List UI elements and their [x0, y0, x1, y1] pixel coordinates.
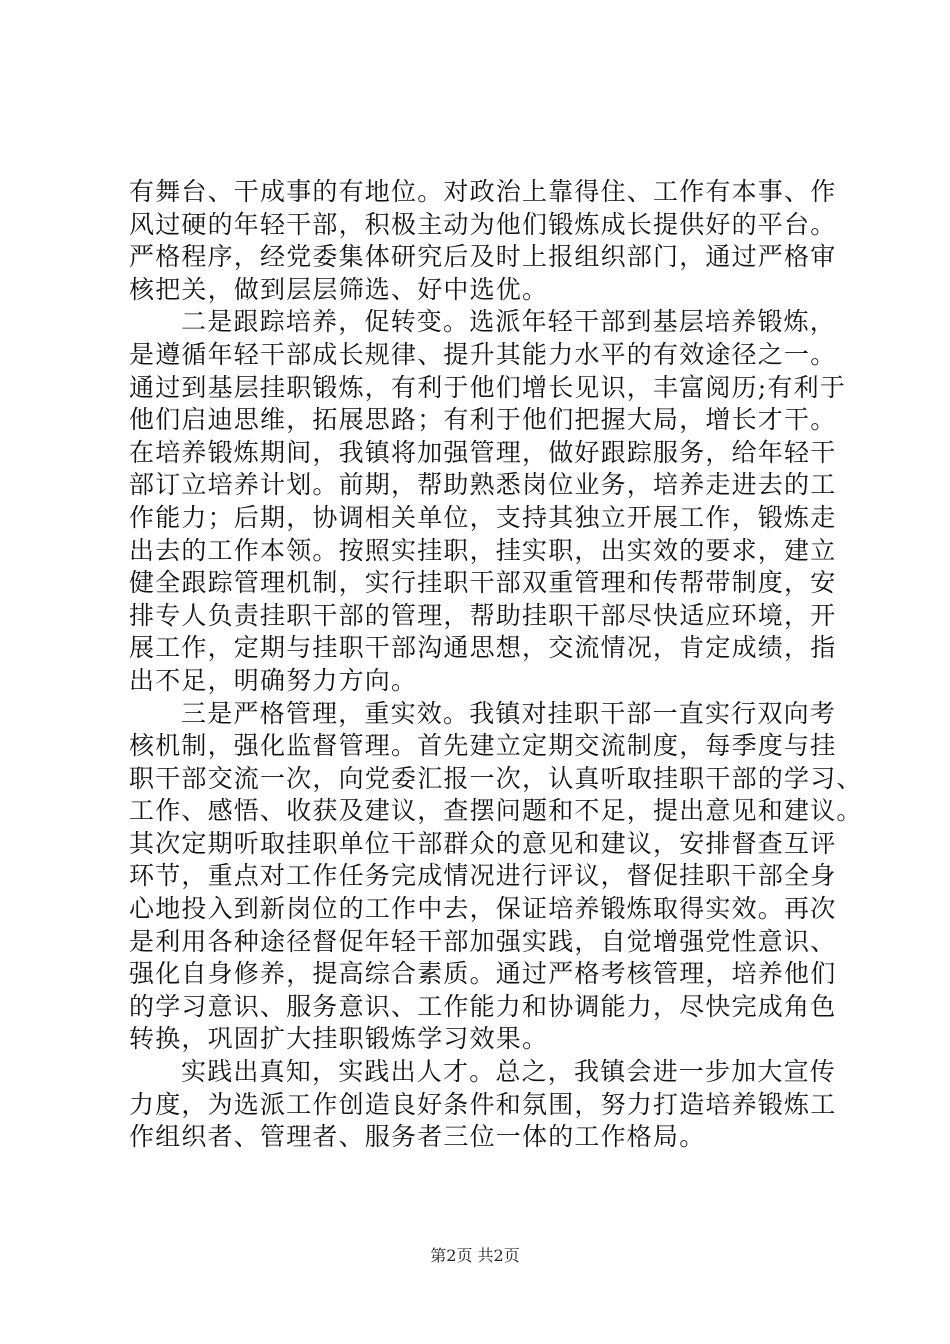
- text-line: 核把关，做到层层筛选、好中选优。: [129, 274, 549, 304]
- text-line: 排专人负责挂职干部的管理，帮助挂职干部尽快适应环境，开: [129, 600, 837, 630]
- paragraph-start-line: 二是跟踪培养，促转变。选派年轻干部到基层培养锻炼，: [181, 307, 837, 337]
- text-line: 出去的工作本领。按照实挂职，挂实职，出实效的要求，建立: [129, 535, 837, 565]
- text-line: 展工作，定期与挂职干部沟通思想，交流情况，肯定成绩，指: [129, 633, 837, 663]
- text-line: 是遵循年轻干部成长规律、提升其能力水平的有效途径之一。: [129, 339, 837, 369]
- text-line: 在培养锻炼期间，我镇将加强管理，做好跟踪服务，给年轻干: [129, 437, 837, 467]
- text-line: 作组织者、管理者、服务者三位一体的工作格局。: [129, 1122, 706, 1152]
- text-line: 环节，重点对工作任务完成情况进行评议，督促挂职干部全身: [129, 861, 837, 891]
- text-line: 作能力；后期，协调相关单位，支持其独立开展工作，锻炼走: [129, 502, 837, 532]
- text-line: 通过到基层挂职锻炼，有利于他们增长见识，丰富阅历;有利于: [129, 372, 847, 402]
- text-line: 力度，为选派工作创造良好条件和氛围，努力打造培养锻炼工: [129, 1089, 837, 1119]
- text-line: 核机制，强化监督管理。首先建立定期交流制度，每季度与挂: [129, 731, 837, 761]
- text-line: 工作、感悟、收获及建议，查摆问题和不足，提出意见和建议。: [129, 796, 863, 826]
- text-line: 有舞台、干成事的有地位。对政治上靠得住、工作有本事、作: [129, 177, 837, 206]
- text-line: 其次定期听取挂职单位干部群众的意见和建议，安排督查互评: [129, 828, 837, 858]
- text-line: 的学习意识、服务意识、工作能力和协调能力，尽快完成角色: [129, 991, 837, 1021]
- paragraph-start-line: 实践出真知，实践出人才。总之，我镇会进一步加大宣传: [181, 1057, 837, 1087]
- text-line: 转换，巩固扩大挂职锻炼学习效果。: [129, 1024, 549, 1054]
- text-line: 职干部交流一次，向党委汇报一次，认真听取挂职干部的学习、: [129, 763, 863, 793]
- paragraph-start-line: 三是严格管理，重实效。我镇对挂职干部一直实行双向考: [181, 698, 837, 728]
- page-footer: 第2页 共2页: [430, 1246, 520, 1265]
- text-line: 严格程序，经党委集体研究后及时上报组织部门，通过严格审: [129, 242, 837, 272]
- text-line: 是利用各种途径督促年轻干部加强实践，自觉增强党性意识、: [129, 926, 837, 956]
- text-line: 出不足，明确努力方向。: [129, 665, 418, 695]
- document-body: [129, 176, 863, 1154]
- text-line: 他们启迪思维，拓展思路；有利于他们把握大局，增长才干。: [129, 405, 837, 435]
- text-line: 风过硬的年轻干部，积极主动为他们锻炼成长提供好的平台。: [129, 209, 837, 239]
- text-line: 健全跟踪管理机制，实行挂职干部双重管理和传帮带制度，安: [129, 568, 837, 598]
- text-line: 部订立培养计划。前期，帮助熟悉岗位业务，培养走进去的工: [129, 470, 837, 500]
- text-line: 强化自身修养，提高综合素质。通过严格考核管理，培养他们: [129, 959, 837, 989]
- text-line: 心地投入到新岗位的工作中去，保证培养锻炼取得实效。再次: [129, 894, 837, 924]
